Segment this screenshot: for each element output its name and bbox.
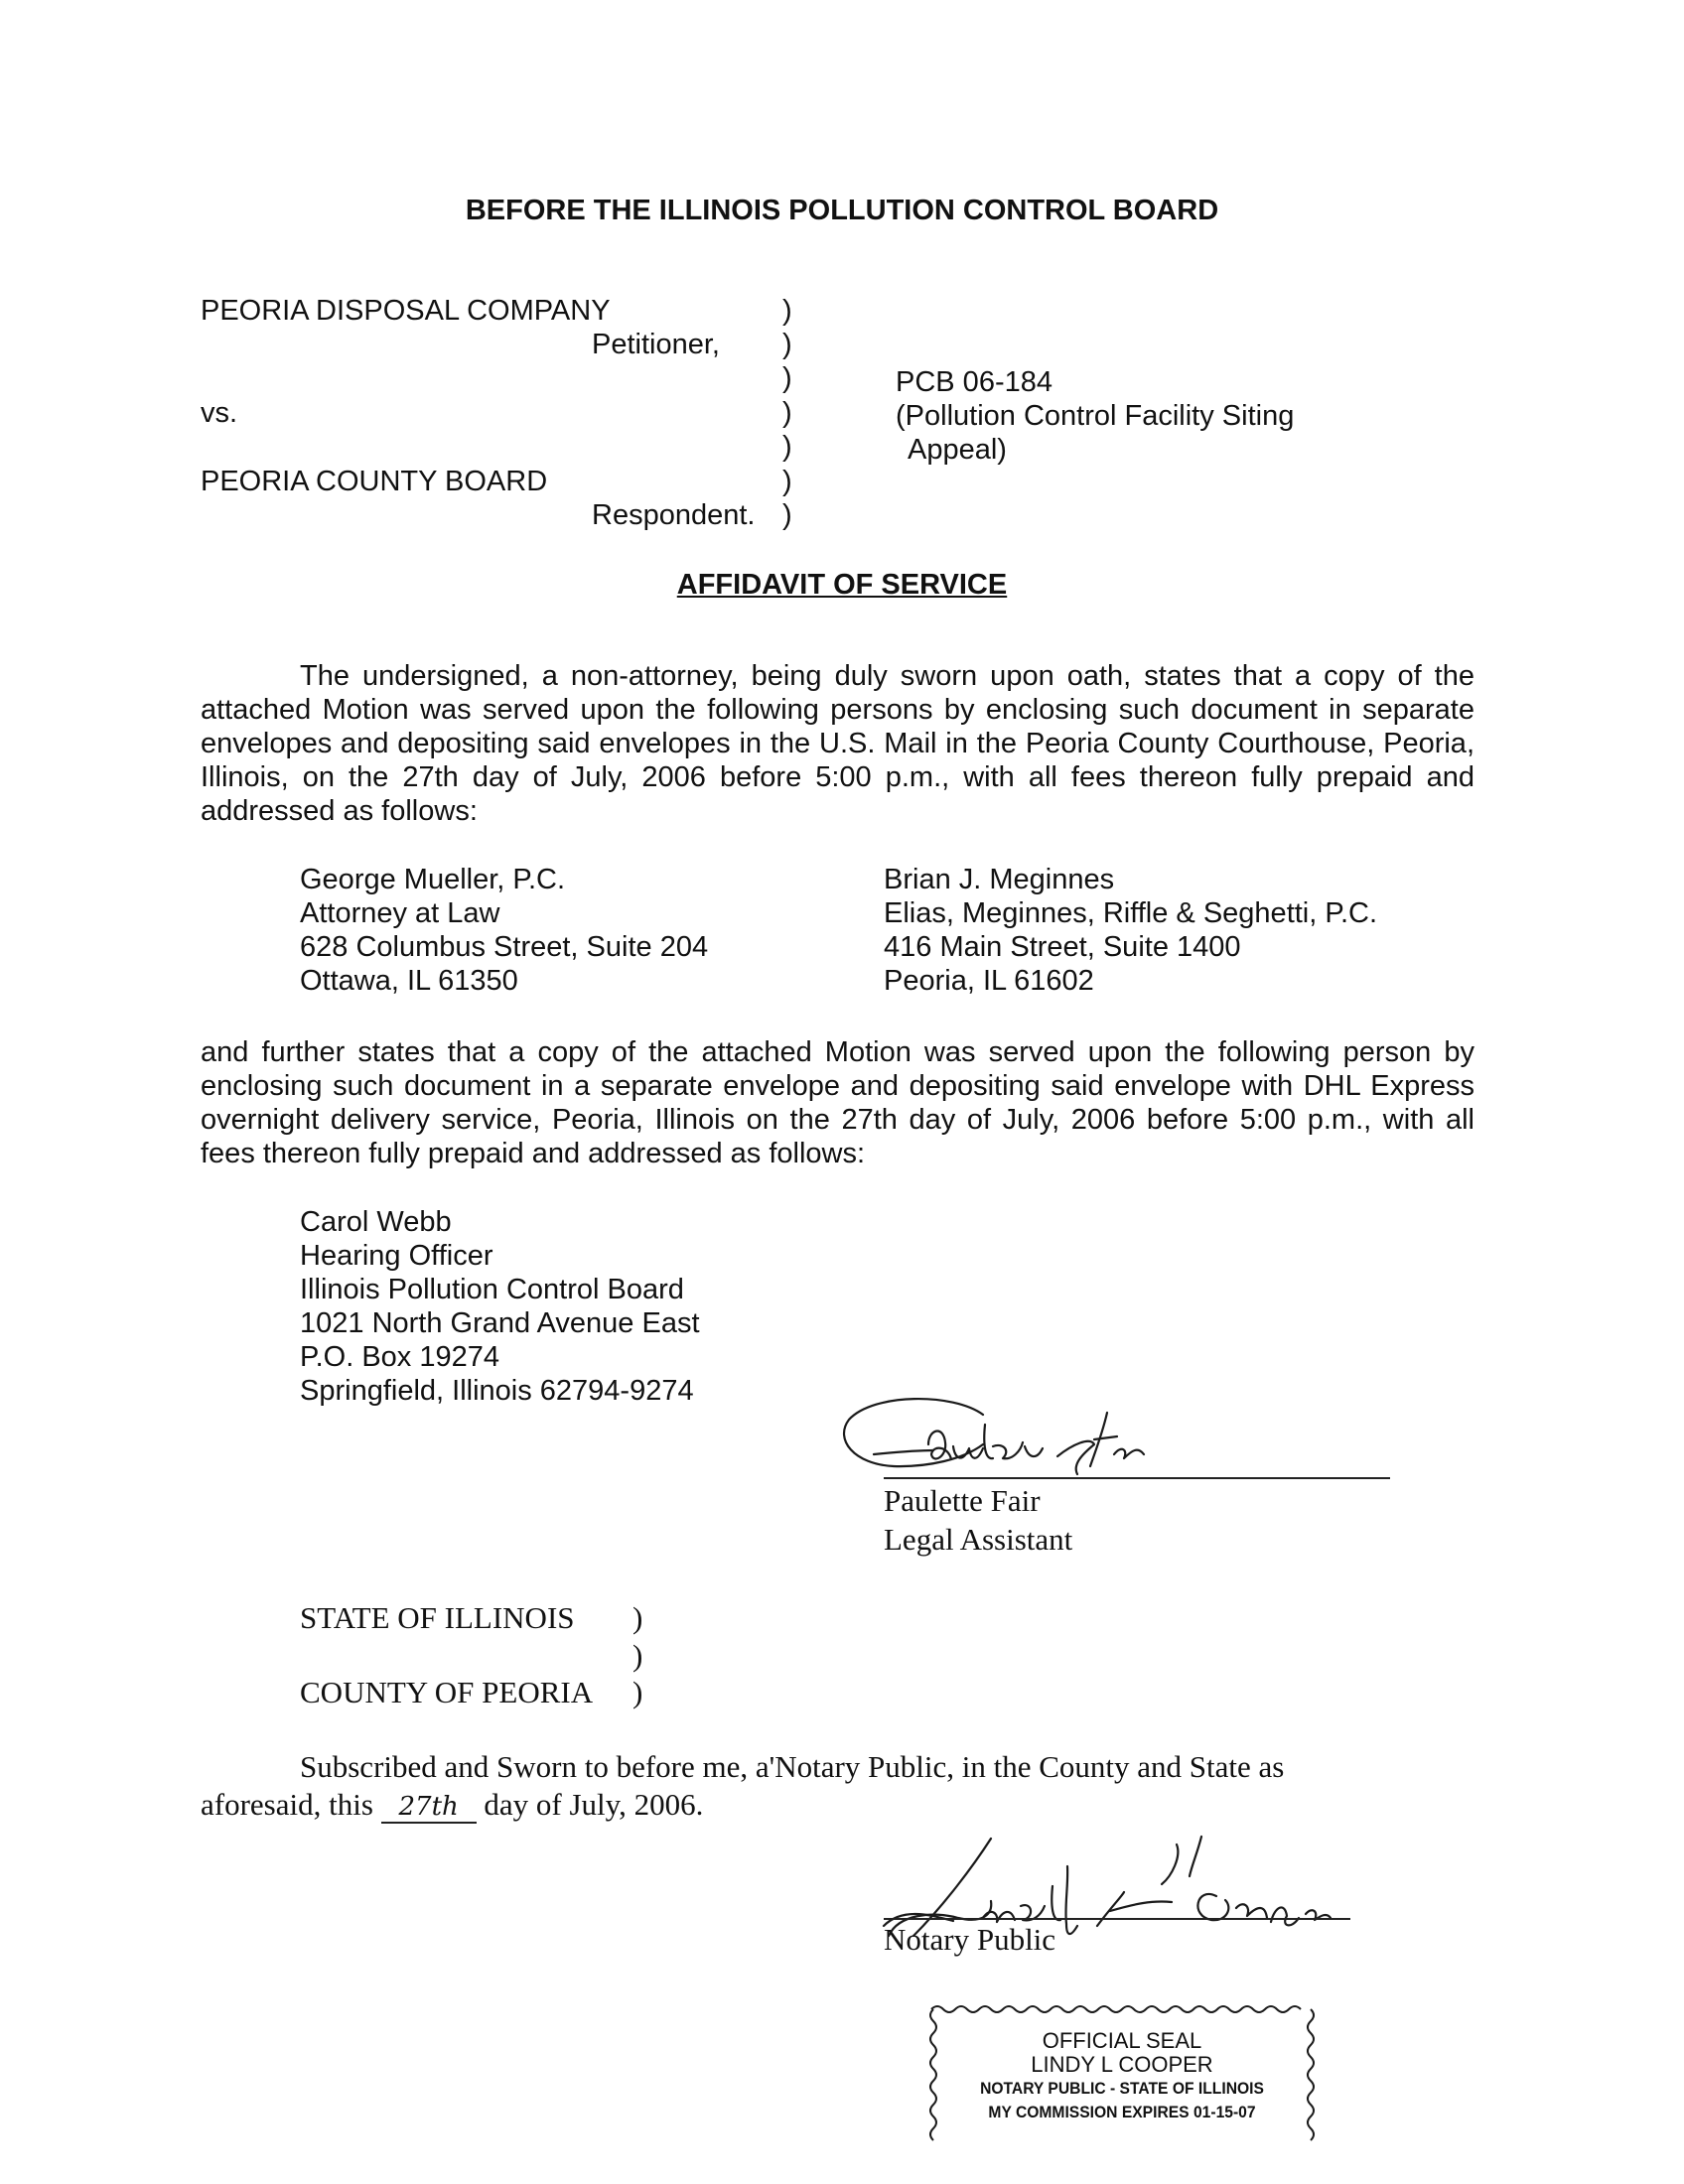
petitioner-role: Petitioner,: [592, 329, 720, 360]
affidavit-title: AFFIDAVIT OF SERVICE: [676, 569, 1008, 601]
caption-paren: ): [782, 397, 792, 429]
jurat-day-handwritten: 27th: [381, 1792, 477, 1824]
address-line: George Mueller, P.C.: [300, 864, 566, 895]
address-line: Hearing Officer: [300, 1240, 493, 1272]
seal-line: NOTARY PUBLIC - STATE OF ILLINOIS: [980, 2079, 1264, 2098]
recipient-address-block: [300, 1205, 700, 1408]
address-line: Peoria, IL 61602: [884, 965, 1094, 997]
address-line: Illinois Pollution Control Board: [300, 1274, 684, 1305]
petitioner-name: PEORIA DISPOSAL COMPANY: [201, 295, 611, 327]
caption-paren: ): [782, 466, 792, 497]
venue-paren: ): [632, 1600, 643, 1635]
signer-title: Legal Assistant: [884, 1522, 1073, 1557]
respondent-role: Respondent.: [592, 499, 756, 531]
address-line: P.O. Box 19274: [300, 1341, 500, 1373]
address-line: 1021 North Grand Avenue East: [300, 1307, 700, 1339]
venue-county: COUNTY OF PEORIA: [300, 1675, 594, 1709]
seal-line: OFFICIAL SEAL: [1042, 2028, 1202, 2053]
caption-paren: ): [782, 295, 792, 327]
caption-paren: ): [782, 362, 792, 394]
address-line: Elias, Meginnes, Riffle & Seghetti, P.C.: [884, 897, 1378, 929]
address-line: Ottawa, IL 61350: [300, 965, 518, 997]
jurat-prefix: aforesaid, this: [201, 1787, 373, 1822]
seal-line: LINDY L COOPER: [1031, 2052, 1213, 2077]
address-line: 416 Main Street, Suite 1400: [884, 931, 1241, 963]
address-line: Springfield, Illinois 62794-9274: [300, 1375, 694, 1407]
versus-label: vs.: [201, 397, 238, 429]
address-line: Carol Webb: [300, 1206, 452, 1238]
venue-paren: ): [632, 1675, 643, 1709]
recipient-address-block: [884, 863, 1377, 998]
address-line: 628 Columbus Street, Suite 204: [300, 931, 709, 963]
official-seal: [923, 2029, 1321, 2124]
case-number: PCB 06-184: [896, 366, 1052, 398]
address-line: Brian J. Meginnes: [884, 864, 1115, 895]
jurat-line1: Subscribed and Sworn to before me, a'Notary Public, in the County and State as: [300, 1749, 1285, 1784]
recipient-address-block: [300, 863, 708, 998]
jurat-suffix: day of July, 2006.: [484, 1787, 704, 1822]
case-type-line1: (Pollution Control Facility Siting: [896, 400, 1295, 432]
caption-paren: ): [782, 499, 792, 531]
signer-name: Paulette Fair: [884, 1483, 1041, 1518]
respondent-name: PEORIA COUNTY BOARD: [201, 466, 548, 497]
seal-line: MY COMMISSION EXPIRES 01-15-07: [988, 2103, 1256, 2121]
case-type-line2: Appeal): [908, 434, 1007, 466]
service-paragraph-mail: The undersigned, a non-attorney, being duly sworn upon oath, states that a copy of the attached Motion was served upon the following persons by enclosing such document in separate envelopes and depositing said envelopes in the U.S. Mail in the Peoria County Courthouse, Peoria, Illinois, on the 27th day of July, 2006 before 5:00 p.m., with all fees thereon fully prepaid and addressed as follows:: [201, 660, 1474, 827]
service-paragraph-dhl: and further states that a copy of the attached Motion was served upon the following person by enclosing such document in a separate envelope and depositing said envelope with DHL Express overnight delivery service, Peoria, Illinois on the 27th day of July, 2006 before 5:00 p.m., with all fees thereon fully prepaid and addressed as follows:: [201, 1036, 1474, 1169]
caption-paren: ): [782, 329, 792, 360]
venue-paren: ): [632, 1638, 643, 1673]
notary-label: Notary Public: [884, 1922, 1056, 1957]
jurat-line2: [201, 1787, 703, 1824]
notary-signature-line: [884, 1918, 1350, 1920]
caption-paren: ): [782, 431, 792, 463]
signer-signature-line: [884, 1477, 1390, 1479]
board-heading: BEFORE THE ILLINOIS POLLUTION CONTROL BOARD: [465, 195, 1219, 226]
venue-state: STATE OF ILLINOIS: [300, 1600, 575, 1635]
address-line: Attorney at Law: [300, 897, 500, 929]
